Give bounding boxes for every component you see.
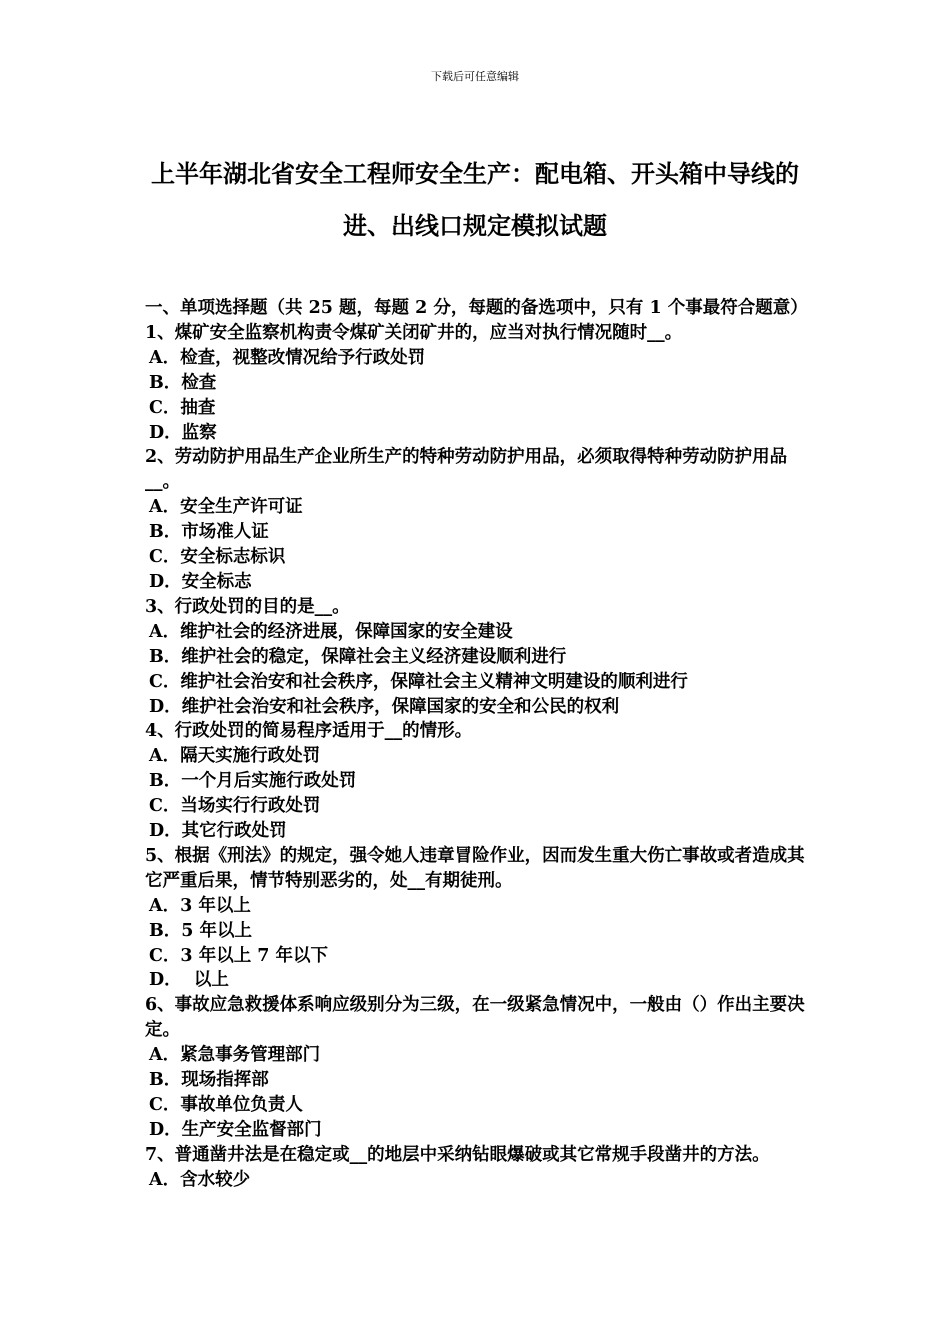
option-a: A．隔天实施行政处罚 [149,746,321,767]
option-a: A．紧急事务管理部门 [149,1045,321,1066]
question-stem: 2、劳动防护用品生产企业所生产的特种劳动防护用品，必须取得特种劳动防护用品__。 [145,447,788,493]
option-d: D．其它行政处罚 [149,821,287,842]
option-b: B．现场指挥部 [149,1070,269,1091]
option-a: A．含水较少 [149,1169,251,1190]
option-a: A．维护社会的经济进展，保障国家的安全建设 [149,621,513,642]
option-d: D．生产安全监督部门 [149,1119,322,1140]
question-3 [145,595,815,720]
question-4 [145,719,815,844]
question-2 [145,445,815,594]
question-1 [145,321,815,446]
question-stem: 4、行政处罚的简易程序适用于__的情形。 [145,721,473,742]
option-c: C．3 年以上 7 年以下 [149,945,329,966]
option-b: B．维护社会的稳定，保障社会主义经济建设顺利进行 [149,646,567,667]
question-stem: 5、根据《刑法》的规定，强令她人违章冒险作业，因而发生重大伤亡事故或者造成其它严重后果，情节特别恶劣的，处__有期徒刑。 [145,845,805,891]
question-6 [145,993,815,1142]
option-d: D．安全标志 [149,571,252,592]
question-stem: 3、行政处罚的目的是__。 [145,596,350,617]
question-stem: 1、煤矿安全监察机构责令煤矿关闭矿井的，应当对执行情况随时__。 [145,322,683,343]
option-d: D．监察 [149,422,217,443]
option-c: C．维护社会治安和社会秩序，保障社会主义精神文明建设的顺利进行 [149,671,688,692]
option-a: A．检查，视整改情况给予行政处罚 [149,347,426,368]
option-b: B．5 年以上 [149,920,253,941]
question-section [145,296,815,1193]
section-heading: 一、单项选择题（共 25 题，每题 2 分，每题的备选项中，只有 1 个事最符合题意） [145,298,808,318]
option-b: B．一个月后实施行政处罚 [149,771,357,792]
option-b: B．市场准人证 [149,522,269,543]
option-c: C．安全标志标识 [149,547,286,568]
option-d: D．维护社会治安和社会秩序，保障国家的安全和公民的权利 [149,696,620,717]
option-a: A．3 年以上 [149,895,251,916]
question-stem: 7、普通凿井法是在稳定或__的地层中采纳钻眼爆破或其它常规手段凿井的方法。 [145,1144,770,1165]
question-stem: 6、事故应急救援体系响应级别分为三级，在一级紧急情况中，一般由（）作出主要决定。 [145,995,805,1041]
option-b: B．检查 [149,372,217,393]
option-c: C．事故单位负责人 [149,1095,303,1115]
question-5 [145,844,815,993]
option-d: D． 以上 [149,970,229,991]
question-7 [145,1143,815,1193]
option-c: C．抽查 [149,397,216,418]
option-c: C．当场实行行政处罚 [149,796,321,817]
download-note: 下载后可任意编辑 [431,70,519,83]
page-title: 上半年湖北省安全工程师安全生产：配电箱、开头箱中导线的进、出线口规定模拟试题 [151,159,799,240]
option-a: A．安全生产许可证 [149,497,303,518]
